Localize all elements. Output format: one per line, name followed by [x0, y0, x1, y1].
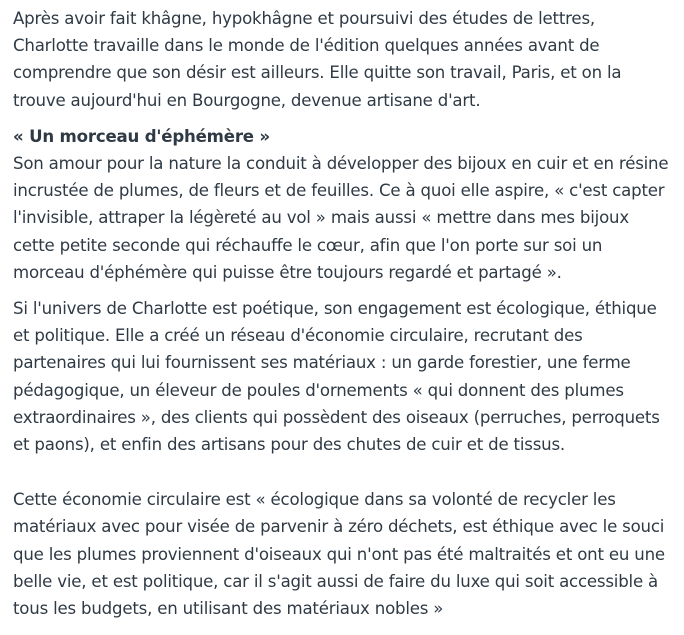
engagement-paragraph: Si l'univers de Charlotte est poétique, son engagement est écologique, éthique et politique. Elle a créé un réseau d'économie circulaire, recrutant des partenaires qui lui fournissent ses matériaux : un garde forestier, une ferme pédagogique, un éleveur de poules d'ornements « qui donnent des plumes extraordinaires », des clients qui possèdent des oiseaux (perruches, perroquets et paons), et enfin des artisans pour des chutes de cuir et de tissus.: [13, 299, 660, 455]
intro-paragraph: Après avoir fait khâgne, hypokhâgne et poursuivi des études de lettres, Charlotte travaille dans le monde de l'édition quelques années avant de comprendre que son désir est ailleurs. Elle quitte son travail, Paris, et on la trouve aujourd'hui en Bourgogne, devenue artisane d'art.: [13, 9, 622, 110]
circular-economy-paragraph: Cette économie circulaire est « écologique dans sa volonté de recycler les matériaux avec pour visée de parvenir à zéro déchets, est éthique avec le souci que les plumes proviennent d'oiseaux qui n'ont pas été maltraités et ont eu une belle vie, et est politique, car il s'agit aussi de faire du luxe qui soit accessible à tous les budgets, en utilisant des matériaux nobles »: [13, 490, 665, 619]
nature-paragraph: Son amour pour la nature la conduit à développer des bijoux en cuir et en résine incrustée de plumes, de fleurs et de feuilles. Ce à quoi elle aspire, « c'est capter l'invisible, attraper la légèreté au vol » mais aussi « mettre dans mes bijoux cette petite seconde qui réchauffe le cœur, afin que l'on porte sur soi un morceau d'éphémère qui puisse être toujours regardé et partagé ».: [13, 154, 669, 282]
section-subheading: « Un morceau d'éphémère »: [13, 126, 270, 146]
